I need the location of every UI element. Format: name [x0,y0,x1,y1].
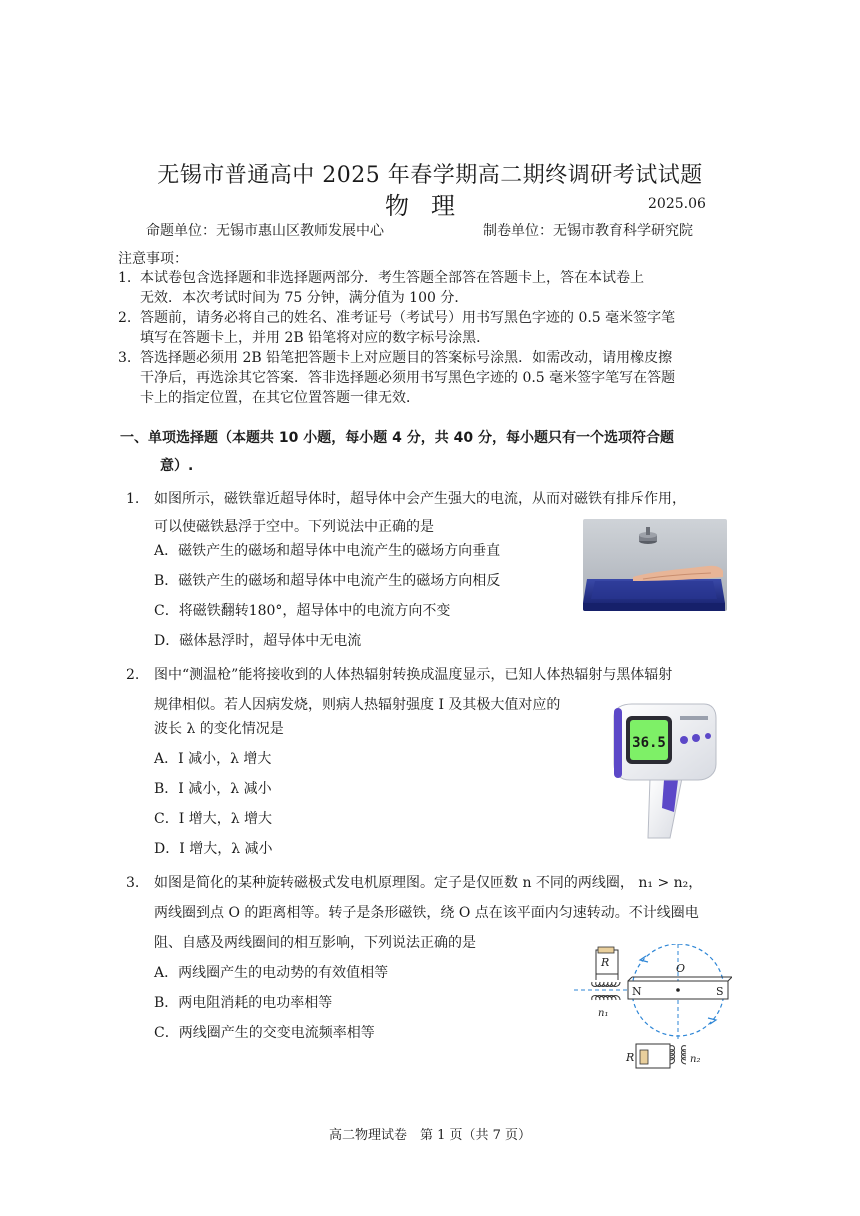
label-o: O [676,962,686,975]
note-number: 3. [118,350,132,366]
label-n2: n₂ [690,1054,701,1065]
section-heading [120,424,730,480]
question-stem-line: 图中“测温枪”能将接收到的人体热辐射转换成温度显示，已知人体热辐射与黑体辐射 [154,667,673,683]
label-s: S [716,985,724,998]
option-d: D．I 增大，λ 减小 [154,841,273,857]
note-item [118,308,730,348]
question-number: 2. [126,667,140,683]
option-b: B．磁铁产生的磁场和超导体中电流产生的磁场方向相反 [154,573,501,589]
option-a: A．磁铁产生的磁场和超导体中电流产生的磁场方向垂直 [154,543,501,559]
question-stem-line: 如图是简化的某种旋转磁极式发电机原理图。定子是仅匝数 n 不同的两线圈， n₁ > n₂， [154,875,703,891]
levitation-photo [583,519,727,611]
thermometer-gun-illustration [600,700,720,842]
subject-title: 物理 [385,192,477,220]
pivot-point [676,988,680,992]
page-footer: 高二物理试卷 第 1 页（共 7 页） [328,1128,532,1143]
generator-schematic [572,944,732,1078]
question-stem-line: 两线圈到点 O 的距离相等。转子是条形磁铁，绕 O 点在该平面内匀速转动。不计线圈电 [154,905,699,921]
note-line: 无效．本次考试时间为 75 分钟，满分值为 100 分． [140,290,469,306]
generator-diagram [572,944,732,1078]
unit-left: 命题单位：无锡市惠山区教师发展中心 [146,223,384,239]
question-stem-line: 规律相似。若人因病发烧，则病人热辐射强度 I 及其极大值对应的 [154,697,561,713]
note-line: 答选择题必须用 2B 铅笔把答题卡上对应题目的答案标号涂黑．如需改动，请用橡皮擦 [140,350,673,366]
option-b: B．两电阻消耗的电功率相等 [154,995,333,1011]
question-number: 3. [126,875,140,891]
question-stem-line: 如图所示，磁铁靠近超导体时，超导体中会产生强大的电流，从而对磁铁有排斥作用， [154,491,686,507]
question-stem-line: 阻、自感及两线圈间的相互影响，下列说法正确的是 [154,935,476,951]
thermometer-figure [600,700,720,842]
option-c: C．将磁铁翻转180°，超导体中的电流方向不变 [154,603,451,619]
exam-date: 2025.06 [648,196,706,212]
question-stem-line: 波长 λ 的变化情况是 [154,721,284,737]
note-item [118,268,730,308]
option-b: B．I 减小，λ 减小 [154,781,272,797]
note-number: 2. [118,310,132,326]
option-d: D．磁体悬浮时，超导体中无电流 [154,633,362,649]
option-a: A．两线圈产生的电动势的有效值相等 [154,965,389,981]
unit-right: 制卷单位：无锡市教育科学研究院 [483,223,693,239]
coil-n1 [592,982,620,1000]
note-line: 答题前，请务必将自己的姓名、准考证号（考试号）用书写黑色字迹的 0.5 毫米签字笔 [140,310,676,326]
levitation-illustration [583,519,727,611]
note-line: 填写在答题卡上，并用 2B 铅笔将对应的数字标号涂黑． [140,330,491,346]
notes-title: 注意事项： [118,251,188,267]
note-number: 1. [118,270,132,286]
question-stem-line: 可以使磁铁悬浮于空中。下列说法中正确的是 [154,519,434,535]
note-line: 干净后，再选涂其它答案．答非选择题必须用书写黑色字迹的 0.5 毫米签字笔写在答题 [140,370,676,386]
label-n1: n₁ [598,1008,609,1019]
section-line: 意）. [160,458,194,474]
option-a: A．I 减小，λ 增大 [154,751,272,767]
note-item [118,348,730,408]
label-n: N [632,985,642,998]
section-line: 一、单项选择题（本题共 10 小题，每小题 4 分，共 40 分，每小题只有一个选项符合题 [120,430,674,446]
resistor-label: R [626,1051,635,1064]
option-c: C．I 增大，λ 增大 [154,811,273,827]
note-line: 卡上的指定位置，在其它位置答题一律无效． [140,390,420,406]
option-c: C．两线圈产生的交变电流频率相等 [154,1025,375,1041]
thermometer-display: 36.5 [632,735,666,751]
note-line: 本试卷包含选择题和非选择题两部分．考生答题全部答在答题卡上，答在本试卷上 [140,270,644,286]
coil-n2 [670,1046,686,1064]
exam-title: 无锡市普通高中 2025 年春学期高二期终调研考试试题 [157,163,703,188]
resistor-label: R [601,956,610,969]
question-number: 1. [126,491,140,507]
